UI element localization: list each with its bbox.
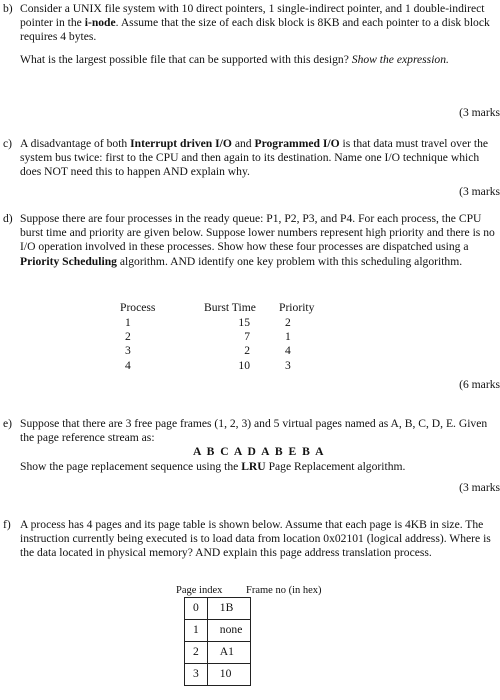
header-frame-no: Frame no (in hex): [246, 585, 322, 596]
question-c: [3, 137, 498, 180]
question-text: A process has 4 pages and its page table is shown below. Assume that each page is 4KB in size. The instruction currently being executed is to load data from location 0x02101 (logical address). Where is the data located in physical memory? AND explain this page address translation process.: [20, 518, 491, 560]
table-row: [185, 664, 251, 686]
question-label: e): [3, 417, 13, 430]
question-label: c): [3, 137, 13, 150]
table-cell: 0: [185, 598, 208, 620]
table-row: [185, 642, 251, 664]
table-cell: 2: [285, 316, 291, 329]
reference-stream: A B C A D A B E B A: [193, 445, 325, 459]
page-table-grid: [184, 597, 251, 686]
question-e: [3, 417, 498, 474]
table-cell: 3: [125, 344, 131, 358]
question-text: Suppose there are four processes in the ready queue: P1, P2, P3, and P4. For each process, the CPU burst time and priority are given below. Suppose lower numbers represent high priority and there is no I/O operation involved in these processes. Show how these four processes are dispatched using a Priority Scheduling algorithm. AND identify one key problem with this scheduling algorithm.: [20, 212, 495, 268]
table-cell: 1: [285, 330, 291, 344]
table-cell: 4: [285, 344, 291, 358]
marks-b: (3 marks: [459, 106, 500, 119]
header-priority: Priority: [279, 301, 315, 314]
table-cell: 10: [207, 664, 251, 686]
process-column: [125, 316, 131, 373]
table-row: [185, 598, 251, 620]
table-cell: 4: [125, 358, 131, 372]
table-cell: A1: [207, 642, 251, 664]
question-label: b): [3, 2, 13, 15]
table-cell: 1: [185, 620, 208, 642]
burst-column: [228, 316, 250, 373]
table-row: [185, 620, 251, 642]
header-burst-time: Burst Time: [204, 301, 256, 314]
question-text: Consider a UNIX file system with 10 direct pointers, 1 single-indirect pointer, and 1 double-indirect pointer in the i-node. Assume that the size of each disk block is 8KB and each pointer to a disk block requires 4 bytes.: [20, 2, 490, 44]
question-text: A disadvantage of both Interrupt driven I/O and Programmed I/O is that data must travel over the system bus twice: first to the CPU and then again to its destination. Name one I/O technique which does NOT need this to happen AND explain why.: [20, 137, 489, 179]
priority-column: [285, 316, 291, 373]
question-label: f): [3, 518, 11, 531]
marks-c: (3 marks: [459, 185, 500, 198]
table-cell: 15: [238, 316, 250, 329]
table-cell: 3: [185, 664, 208, 686]
question-label: d): [3, 212, 13, 225]
table-cell: 1B: [207, 598, 251, 620]
header-page-index: Page index: [176, 585, 223, 596]
question-d: [3, 212, 498, 269]
table-cell: 7: [244, 330, 250, 344]
table-cell: 10: [238, 358, 250, 372]
question-text: Suppose that there are 3 free page frames (1, 2, 3) and 5 virtual pages named as A, B, C, D, E. Given the page reference stream as:: [20, 417, 488, 445]
question-prompt: Show the page replacement sequence using the LRU Page Replacement algorithm.: [20, 459, 406, 473]
marks-d: (6 marks: [459, 378, 500, 391]
table-cell: 2: [185, 642, 208, 664]
table-cell: 2: [125, 330, 131, 344]
question-b: [3, 2, 498, 67]
question-prompt: What is the largest possible file that can be supported with this design? Show the expression.: [20, 52, 449, 66]
question-f: [3, 518, 498, 561]
marks-e: (3 marks: [459, 481, 500, 494]
table-cell: 1: [125, 316, 131, 329]
header-process: Process: [120, 301, 156, 314]
table-cell: 2: [244, 344, 250, 358]
table-cell: 3: [285, 358, 291, 372]
table-cell: none: [207, 620, 251, 642]
